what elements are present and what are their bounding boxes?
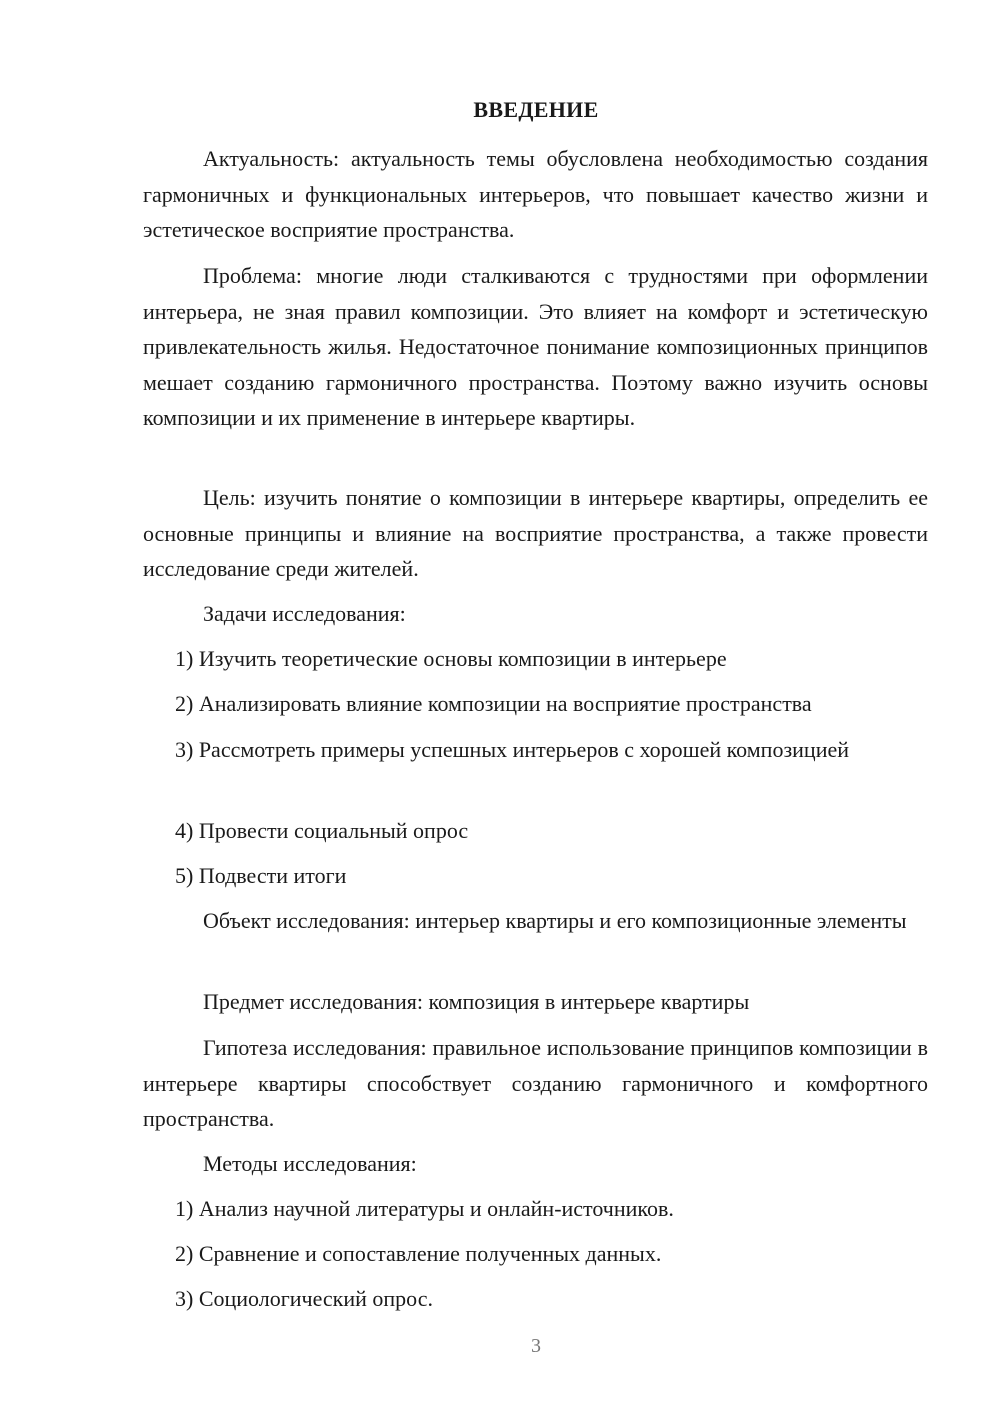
hypothesis-paragraph — [143, 1030, 928, 1137]
object-text: Объект исследования: интерьер квартиры и его композиционные элементы — [203, 908, 907, 933]
list-item: 4) Провести социальный опрос — [175, 818, 469, 843]
method-item-3 — [143, 1281, 928, 1317]
list-item: 3) Рассмотреть примеры успешных интерьеров с хорошей композицией — [175, 737, 850, 762]
list-item: 2) Сравнение и сопоставление полученных данных. — [175, 1241, 662, 1266]
list-item: 1) Изучить теоретические основы композиции в интерьере — [175, 646, 727, 671]
task-item-4 — [143, 813, 928, 849]
task-item-2 — [143, 686, 928, 722]
task-item-5 — [143, 858, 928, 894]
problem-paragraph — [143, 258, 928, 436]
relevance-paragraph — [143, 141, 928, 248]
object-paragraph — [143, 903, 928, 939]
method-item-2 — [143, 1236, 928, 1272]
page-number: 3 — [531, 1335, 541, 1357]
hypothesis-text: Гипотеза исследования: правильное использование принципов композиции в интерьере квартиры способствует созданию гармоничного и комфортного пространства. — [143, 1035, 928, 1131]
problem-text: Проблема: многие люди сталкиваются с трудностями при оформлении интерьера, не зная правил композиции. Это влияет на комфорт и эстетическую привлекательность жилья. Недостаточное понимание композиционных принципов мешает созданию гармоничного пространства. Поэтому важно изучить основы композиции и их применение в интерьере квартиры. — [143, 263, 928, 430]
tasks-heading-block — [143, 596, 928, 632]
tasks-heading: Задачи исследования: — [203, 601, 406, 626]
methods-heading: Методы исследования: — [203, 1151, 417, 1176]
relevance-text: Актуальность: актуальность темы обусловлена необходимостью создания гармоничных и функциональных интерьеров, что повышает качество жизни и эстетическое восприятие пространства. — [143, 146, 928, 242]
subject-text: Предмет исследования: композиция в интерьере квартиры — [203, 989, 750, 1014]
subject-paragraph — [143, 984, 928, 1020]
task-item-1 — [143, 641, 928, 677]
goal-paragraph — [143, 480, 928, 587]
method-item-1 — [143, 1191, 928, 1227]
page-title: ВВЕДЕНИЕ — [473, 97, 599, 122]
list-item: 5) Подвести итоги — [175, 863, 347, 888]
goal-text: Цель: изучить понятие о композиции в интерьере квартиры, определить ее основные принципы и влияние на восприятие пространства, а также провести исследование среди жителей. — [143, 485, 928, 581]
list-item: 2) Анализировать влияние композиции на восприятие пространства — [175, 691, 812, 716]
list-item: 1) Анализ научной литературы и онлайн-источников. — [175, 1196, 674, 1221]
list-item: 3) Социологический опрос. — [175, 1286, 433, 1311]
task-item-3 — [143, 732, 928, 768]
methods-heading-block — [143, 1146, 928, 1182]
